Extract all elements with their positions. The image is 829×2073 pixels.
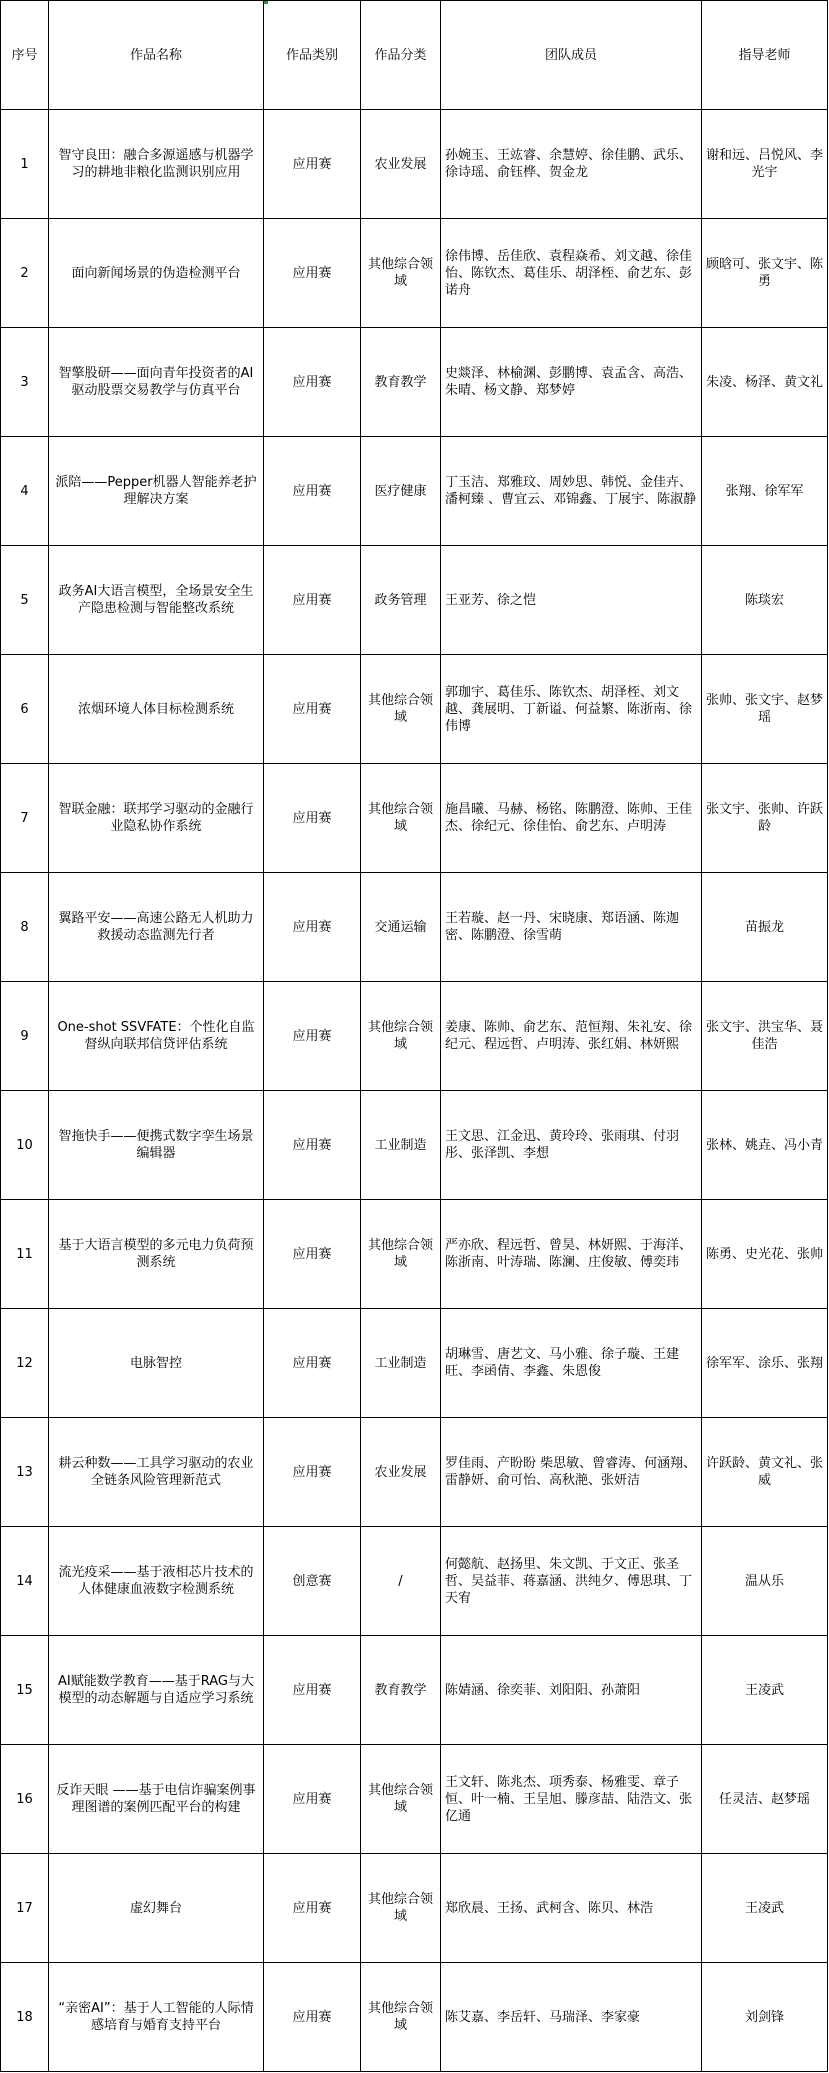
cell-members: 孙婉玉、王竑睿、余慧婷、徐佳鹏、武乐、徐诗瑶、俞钰桦、贺金龙: [441, 110, 702, 219]
cell-members: 何懿航、赵扬里、朱文凯、于文正、张圣哲、吴益菲、蒋嘉涵、洪纯夕、傅思琪、丁天宥: [441, 1527, 702, 1636]
cell-no: 5: [1, 546, 49, 655]
cell-category: 教育教学: [361, 328, 441, 437]
cell-type: 应用赛: [264, 1745, 361, 1854]
cell-title: 电脉智控: [49, 1309, 264, 1418]
cell-category: 医疗健康: [361, 437, 441, 546]
cell-no: 9: [1, 982, 49, 1091]
cell-no: 12: [1, 1309, 49, 1418]
header-advisors: 指导老师: [702, 1, 828, 110]
cell-no: 16: [1, 1745, 49, 1854]
cell-title: 虚幻舞台: [49, 1854, 264, 1963]
cell-members: 王亚芳、徐之恺: [441, 546, 702, 655]
table-row: [1, 873, 828, 982]
cell-members: 姜康、陈帅、俞艺东、范恒翔、朱礼安、徐纪元、程远哲、卢明涛、张红娟、林妍熙: [441, 982, 702, 1091]
table-row: [1, 655, 828, 764]
table-row: [1, 1963, 828, 2072]
table-row: [1, 1418, 828, 1527]
cell-advisors: 任灵洁、赵梦瑶: [702, 1745, 828, 1854]
cell-no: 15: [1, 1636, 49, 1745]
cell-category: 其他综合领域: [361, 1854, 441, 1963]
table-body: [1, 110, 828, 2072]
cell-type: 应用赛: [264, 1200, 361, 1309]
cell-type: 应用赛: [264, 1963, 361, 2072]
cell-title: 政务AI大语言模型，全场景安全生产隐患检测与智能整改系统: [49, 546, 264, 655]
cell-advisors: 张林、姚垚、冯小青: [702, 1091, 828, 1200]
cell-members: 郑欣晨、王扬、武柯含、陈贝、林浩: [441, 1854, 702, 1963]
cell-title: “亲密AI”：基于人工智能的人际情感培育与婚育支持平台: [49, 1963, 264, 2072]
table-row: [1, 437, 828, 546]
cell-no: 14: [1, 1527, 49, 1636]
cell-no: 2: [1, 219, 49, 328]
cell-category: 工业制造: [361, 1309, 441, 1418]
cell-advisors: 张文宇、洪宝华、聂佳浩: [702, 982, 828, 1091]
cell-members: 胡琳雪、唐艺文、马小雅、徐子璇、王建旺、李函倩、李鑫、朱恩俊: [441, 1309, 702, 1418]
cell-type: 应用赛: [264, 328, 361, 437]
cell-advisors: 张翔、徐军军: [702, 437, 828, 546]
cell-category: 工业制造: [361, 1091, 441, 1200]
cell-members: 徐伟博、岳佳欣、袁程焱希、刘文越、徐佳怡、陈钦杰、葛佳乐、胡泽桎、俞艺东、彭诺舟: [441, 219, 702, 328]
header-members: 团队成员: [441, 1, 702, 110]
cell-advisors: 朱凌、杨泽、黄文礼: [702, 328, 828, 437]
cell-advisors: 陈勇、史光花、张帅: [702, 1200, 828, 1309]
cell-advisors: 苗振龙: [702, 873, 828, 982]
cell-no: 11: [1, 1200, 49, 1309]
cell-no: 8: [1, 873, 49, 982]
cell-members: 罗佳雨、产盼盼 柴思敏、曾睿涛、何涵翔、雷静妍、俞可怡、高秋滟、张妍洁: [441, 1418, 702, 1527]
cell-members: 史燚泽、林榆渊、彭鹏博、袁孟含、高浩、朱晴、杨文静、郑梦婷: [441, 328, 702, 437]
cell-category: 其他综合领域: [361, 982, 441, 1091]
cell-members: 王文轩、陈兆杰、项秀泰、杨雅雯、章子恒、叶一楠、王呈旭、滕彦喆、陆浩文、张亿通: [441, 1745, 702, 1854]
table-row: [1, 219, 828, 328]
cell-title: 浓烟环境人体目标检测系统: [49, 655, 264, 764]
cell-advisors: 王凌武: [702, 1636, 828, 1745]
cell-type: 应用赛: [264, 764, 361, 873]
cell-type: 应用赛: [264, 110, 361, 219]
cell-category: 政务管理: [361, 546, 441, 655]
cell-type: 应用赛: [264, 1854, 361, 1963]
cell-advisors: 温从乐: [702, 1527, 828, 1636]
cell-advisors: 张帅、张文宇、赵梦瑶: [702, 655, 828, 764]
cell-title: 翼路平安——高速公路无人机助力救援动态监测先行者: [49, 873, 264, 982]
cell-title: 智守良田：融合多源遥感与机器学习的耕地非粮化监测识别应用: [49, 110, 264, 219]
cell-category: 其他综合领域: [361, 1963, 441, 2072]
cell-category: 其他综合领域: [361, 655, 441, 764]
cell-advisors: 顾晗可、张文宇、陈勇: [702, 219, 828, 328]
header-title: 作品名称: [49, 1, 264, 110]
cell-type: 应用赛: [264, 546, 361, 655]
header-category: 作品分类: [361, 1, 441, 110]
cell-advisors: 徐军军、涂乐、张翔: [702, 1309, 828, 1418]
cell-members: 王若璇、赵一丹、宋晓康、郑语涵、陈迦密、陈鹏澄、徐雪萌: [441, 873, 702, 982]
cell-advisors: 张文宇、张帅、许跃龄: [702, 764, 828, 873]
cell-no: 17: [1, 1854, 49, 1963]
table-row: [1, 546, 828, 655]
cell-advisors: 刘剑锋: [702, 1963, 828, 2072]
cell-type: 应用赛: [264, 873, 361, 982]
table-row: [1, 1636, 828, 1745]
header-type: 作品类别: [264, 1, 361, 110]
cell-type: 应用赛: [264, 1636, 361, 1745]
cell-members: 陈婧涵、徐奕菲、刘阳阳、孙萧阳: [441, 1636, 702, 1745]
cell-advisors: 陈琰宏: [702, 546, 828, 655]
cell-category: 其他综合领域: [361, 1745, 441, 1854]
table-row: [1, 1200, 828, 1309]
cell-type: 应用赛: [264, 1418, 361, 1527]
cell-advisors: 王凌武: [702, 1854, 828, 1963]
cell-no: 3: [1, 328, 49, 437]
cell-no: 18: [1, 1963, 49, 2072]
cell-type: 创意赛: [264, 1527, 361, 1636]
cell-no: 1: [1, 110, 49, 219]
cell-members: 丁玉洁、郑雅玟、周妙思、韩悦、金佳卉、潘柯臻 、曹宜云、邓锦鑫、丁展宇、陈淑静: [441, 437, 702, 546]
cell-advisors: 许跃龄、黄文礼、张威: [702, 1418, 828, 1527]
cell-title: 流光疫采——基于液相芯片技术的人体健康血液数字检测系统: [49, 1527, 264, 1636]
cell-members: 郭珈宇、葛佳乐、陈钦杰、胡泽桎、刘文越、龚展明、丁新谥、何益繁、陈浙南、徐伟博: [441, 655, 702, 764]
cell-title: AI赋能数学教育——基于RAG与大模型的动态解题与自适应学习系统: [49, 1636, 264, 1745]
cell-category: /: [361, 1527, 441, 1636]
cell-advisors: 谢和远、吕悦风、李光宇: [702, 110, 828, 219]
cell-category: 农业发展: [361, 110, 441, 219]
cell-category: 其他综合领域: [361, 219, 441, 328]
cell-title: 耕云种数——工具学习驱动的农业全链条风险管理新范式: [49, 1418, 264, 1527]
cell-no: 10: [1, 1091, 49, 1200]
header-no: 序号: [1, 1, 49, 110]
cell-title: 面向新闻场景的伪造检测平台: [49, 219, 264, 328]
cell-no: 13: [1, 1418, 49, 1527]
cell-title: One-shot SSVFATE：个性化自监督纵向联邦信贷评估系统: [49, 982, 264, 1091]
cell-category: 其他综合领域: [361, 1200, 441, 1309]
cell-category: 交通运输: [361, 873, 441, 982]
cell-no: 4: [1, 437, 49, 546]
cell-category: 教育教学: [361, 1636, 441, 1745]
cell-type: 应用赛: [264, 1309, 361, 1418]
table-row: [1, 110, 828, 219]
cell-members: 陈艾嘉、李岳轩、马瑞泽、李家豪: [441, 1963, 702, 2072]
table-row: [1, 1745, 828, 1854]
cell-title: 反诈天眼 ——基于电信诈骗案例事理图谱的案例匹配平台的构建: [49, 1745, 264, 1854]
cell-type: 应用赛: [264, 219, 361, 328]
cell-category: 其他综合领域: [361, 764, 441, 873]
cell-no: 7: [1, 764, 49, 873]
table-row: [1, 1854, 828, 1963]
cell-title: 智擎股研——面向青年投资者的AI驱动股票交易教学与仿真平台: [49, 328, 264, 437]
cell-members: 严亦欣、程远哲、曾昊、林妍熙、于海洋、陈浙南、叶涛瑞、陈澜、庄俊敏、傅奕玮: [441, 1200, 702, 1309]
cell-members: 施昌曦、马赫、杨铭、陈鹏澄、陈帅、王佳杰、徐纪元、徐佳怡、俞艺东、卢明涛: [441, 764, 702, 873]
cell-title: 派陪——Pepper机器人智能养老护理解决方案: [49, 437, 264, 546]
cell-title: 基于大语言模型的多元电力负荷预测系统: [49, 1200, 264, 1309]
cell-type: 应用赛: [264, 437, 361, 546]
cell-title: 智联金融：联邦学习驱动的金融行业隐私协作系统: [49, 764, 264, 873]
table-row: [1, 1527, 828, 1636]
table-row: [1, 1091, 828, 1200]
cell-title: 智拖快手——便携式数字孪生场景编辑器: [49, 1091, 264, 1200]
cell-category: 农业发展: [361, 1418, 441, 1527]
cell-members: 王文思、江金迅、黄玲玲、张雨琪、付羽彤、张泽凯、李想: [441, 1091, 702, 1200]
table-row: [1, 982, 828, 1091]
cell-type: 应用赛: [264, 982, 361, 1091]
table-row: [1, 1309, 828, 1418]
cell-type: 应用赛: [264, 655, 361, 764]
cell-no: 6: [1, 655, 49, 764]
table-row: [1, 764, 828, 873]
table-row: [1, 328, 828, 437]
header-row: [1, 1, 828, 110]
cell-type: 应用赛: [264, 1091, 361, 1200]
